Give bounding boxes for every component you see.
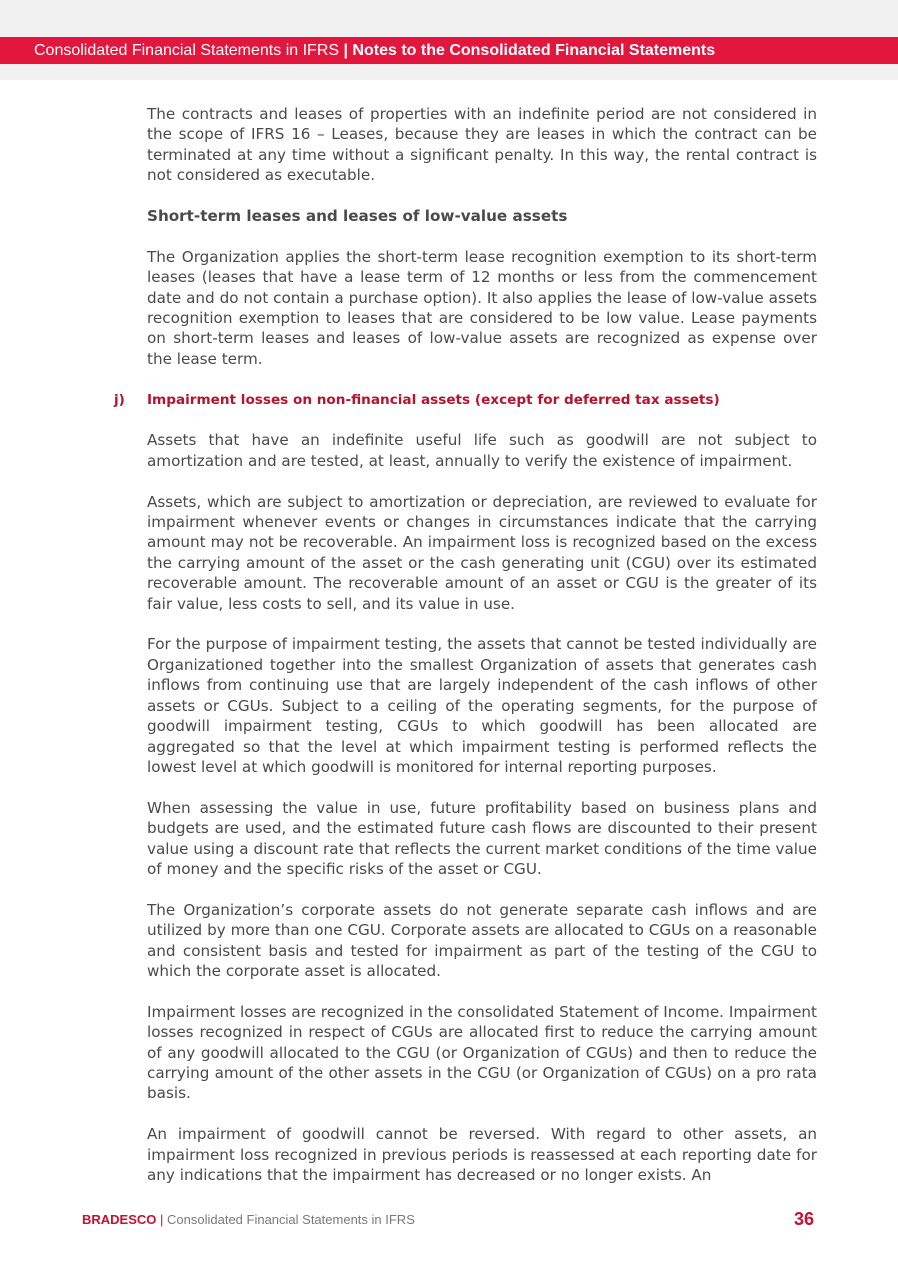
footer-separator: | [156,1212,168,1227]
section-letter: j) [114,391,125,408]
header-bar [0,37,898,64]
header-text [34,37,715,64]
header-section-title: Notes to the Consolidated Financial Statements [352,42,716,59]
section-j-heading [114,390,817,410]
footer [82,1212,415,1227]
paragraph: When assessing the value in use, future profitability based on business plans and budgets are used, and the estimated future cash flows are discounted to their present value using a discount rate that reflects the current market conditions of the time value of money and the specific risks of the asset or CGU. [147,798,817,878]
page-content [114,104,817,1206]
paragraph: The Organization’s corporate assets do not generate separate cash inflows and are utilized by more than one CGU. Corporate assets are allocated to CGUs on a reasonable and consistent basis and tested for impairment as part of the testing of the CGU to which the corporate asset is allocated. [147,900,817,980]
paragraph: Assets that have an indefinite useful life such as goodwill are not subject to amortization and are tested, at least, annually to verify the existence of impairment. [147,431,817,470]
paragraph: Impairment losses are recognized in the consolidated Statement of Income. Impairment losses recognized in respect of CGUs are allocated first to reduce the carrying amount of any goodwill allocated to the CGU (or Organization of CGUs) and then to reduce the carrying amount of the other assets in the CGU (or Organization of CGUs) on a pro rata basis. [147,1002,817,1103]
short-term-paragraph: The Organization applies the short-term lease recognition exemption to its short-term leases (leases that have a lease term of 12 months or less from the commencement date and do not contain a purchase option). It also applies the lease of low-value assets recognition exemption to leases that are considered to be low value. Lease payments on short-term leases and leases of low-value assets are recognized as expense over the lease term. [147,247,817,368]
section-title: Impairment losses on non-financial assets (except for deferred tax assets) [147,391,720,408]
header-separator: | [339,42,353,59]
footer-doc-title: Consolidated Financial Statements in IFRS [167,1212,415,1227]
paragraph: An impairment of goodwill cannot be reversed. With regard to other assets, an impairment loss recognized in previous periods is reassessed at each reporting date for any indications that the impairment has decreased or no longer exists. An [147,1125,817,1184]
intro-paragraph: The contracts and leases of properties with an indefinite period are not considered in the scope of IFRS 16 – Leases, because they are leases in which the contract can be terminated at any time without a significant penalty. In this way, the rental contract is not considered as executable. [147,105,817,185]
paragraph: For the purpose of impairment testing, the assets that cannot be tested individually are Organizationed together into the smallest Organization of assets that generates cash inflows from continuing use that are largely independent of the cash inflows of other assets or CGUs. Subject to a ceiling of the operating segments, for the purpose of goodwill impairment testing, CGUs to which goodwill has been allocated are aggregated so that the level at which impairment testing is performed reflects the lowest level at which goodwill is monitored for internal reporting purposes. [147,635,817,776]
footer-brand-logo: BRADESCO [82,1212,157,1227]
page-number: 36 [794,1209,815,1229]
short-term-heading: Short-term leases and leases of low-value assets [147,207,568,226]
header-doc-title: Consolidated Financial Statements in IFRS [34,42,340,59]
paragraph: Assets, which are subject to amortization or depreciation, are reviewed to evaluate for impairment whenever events or changes in circumstances indicate that the carrying amount may not be recoverable. An impairment loss is recognized based on the excess the carrying amount of the asset or the cash generating unit (CGU) over its estimated recoverable amount. The recoverable amount of an asset or CGU is the greater of its fair value, less costs to sell, and its value in use. [147,492,817,613]
